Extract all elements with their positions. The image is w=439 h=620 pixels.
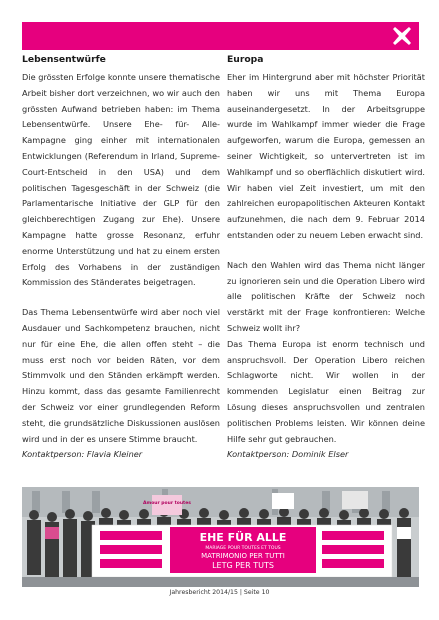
page-footer: Jahresbericht 2014/15 | Seite 10 bbox=[169, 589, 270, 596]
paragraph: Das Thema Europa ist enorm technisch und anspruchsvoll. Der Operation Libero reichen Schlagworte nicht. Wir wollen in der kommenden Legislatur einen Beitrag zur Lösung dieses anspruchsvollen und zentralen politischen Problems leisten. Wir können deine Hilfe sehr gut gebrauchen. bbox=[227, 338, 425, 444]
header-bar bbox=[22, 22, 419, 50]
banner-line: LETG PER TUTS bbox=[212, 561, 274, 570]
left-column bbox=[22, 54, 220, 463]
right-column bbox=[227, 54, 425, 463]
banner-line: MARIAGE POUR TOUTES ET TOUS bbox=[205, 546, 281, 551]
protest-sign: Amour pour toutes bbox=[143, 501, 191, 506]
paragraph: Die grössten Erfolge konnte unsere thematische Arbeit bisher dort verzeichnen, wo wir auch den grössten Aufwand betrieben haben: im Thema Lebensentwürfe. Unsere Ehe- für- Alle- Kampagne ging einher mit internationalen Entwicklungen (Referendum in Irland, Supreme-Court-Entscheid in den USA) und dem politischen Tagesgeschäft in der Schweiz (die Parlamentarische Initiative der GLP für den gleichberechtigen Zugang zur Ehe). Unsere Kampagne hatte grosse Resonanz, erfuhr enorme Unterstützung und hat zu einem ersten Erfolg des Vorhabens in der zuständigen Kommission des Ständerates beigetragen. bbox=[22, 72, 220, 288]
cross-x-icon bbox=[391, 25, 413, 47]
group-photo bbox=[22, 487, 419, 587]
section-heading-lebensentwuerfe: Lebensentwürfe bbox=[22, 54, 106, 65]
banner-title: EHE FÜR ALLE bbox=[199, 531, 287, 544]
paragraph: Das Thema Lebensentwürfe wird aber noch viel Ausdauer und Sachkompetenz brauchen, nicht nur für eine Ehe, die allen offen steht – die muss erst noch vor beiden Räten, vor dem Stimmvolk und den Ständen erkämpft werden. Hinzu kommt, dass das gesamte Familienrecht der Schweiz vor einer grundlegenden Reform steht, die grundsätzliche Diskussionen auslösen wird und in der es unsere Stimme braucht. bbox=[22, 307, 220, 444]
contact-person: Kontaktperson: Flavia Kleiner bbox=[22, 449, 143, 460]
paragraph: Nach den Wahlen wird das Thema nicht länger zu ignorieren sein und die Operation Libero wird alle politischen Kräfte der Schweiz noch verstärkt mit der Frage konfrontieren: Welche Schweiz wollt ihr? bbox=[227, 259, 425, 333]
section-heading-europa: Europa bbox=[227, 54, 264, 65]
paragraph: Eher im Hintergrund aber mit höchster Priorität haben wir uns mit Thema Europa auseinandergesetzt. In der Arbeitsgruppe wurde im Wahlkampf immer wieder die Frage aufgeworfen, warum die Europa, gemessen an seiner Wichtigkeit, so untervertreten ist im Wahlkampf und so oberflächlich diskutiert wird. Wir haben viel Zeit investiert, um mit den zahlreichen europapolitischen Akteuren Kontakt aufzunehmen, die nach dem 9. Februar 2014 entstanden oder zu neuem Leben erwacht sind. bbox=[227, 72, 425, 240]
banner-line: MATRIMONIO PER TUTTI bbox=[201, 552, 285, 560]
contact-person: Kontaktperson: Dominik Elser bbox=[227, 449, 349, 460]
